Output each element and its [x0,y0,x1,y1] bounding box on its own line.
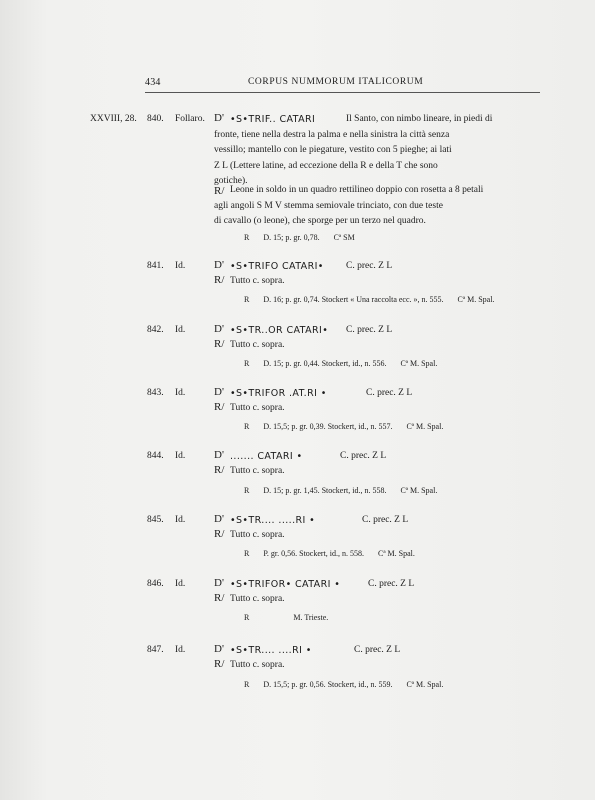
entry-845-reverse-text: Tutto c. sopra. [230,530,285,540]
entry-843-specs [244,421,443,432]
collection: Cª SM [333,233,355,242]
dimensions: D. 15; p. gr. 0,44. Stockert, id., n. 556. [263,359,387,368]
entry-840-desc-line-3: vessillo; mantello con le piegature, vestito con 5 pieghe; ai lati [214,145,452,155]
collection: Cª M. Spal. [400,359,438,368]
entry-842-reverse-text: Tutto c. sopra. [230,340,285,350]
dimensions: D. 15; p. gr. 1,45. Stockert, id., n. 558. [263,486,387,495]
dimensions: D. 15,5; p. gr. 0,39. Stockert, id., n. 557. [263,422,393,431]
entry-847-obverse-legend: •S•TR.... ....RI • [230,645,312,656]
entry-840-specs [244,232,355,243]
collection: Cª M. Spal. [406,422,444,431]
metal-label: R [244,233,250,242]
entry-841-obverse-tail: C. prec. Z L [346,261,393,271]
entry-844-type: Id. [175,451,186,461]
entry-840-number: 840. [147,114,164,124]
entry-846-number: 846. [147,579,164,589]
entry-846-obverse-legend: •S•TRIFOR• CATARI • [230,579,341,590]
entry-846-type: Id. [175,579,186,589]
entry-843-type: Id. [175,388,186,398]
entry-842-reverse-symbol: R/ [214,338,225,350]
metal-label: R [244,359,250,368]
entry-840-desc-line-2: fronte, tiene nella destra la palma e nella sinistra la città senza [214,129,450,140]
entry-840-reverse-symbol: R/ [214,185,225,197]
entry-840-plate: XXVIII, 28. [90,114,137,124]
entry-847-type: Id. [175,645,186,655]
entry-844-reverse-symbol: R/ [214,464,225,476]
entry-845-reverse-symbol: R/ [214,528,225,540]
entry-840-rev-line-1: Leone in soldo in un quadro rettilineo doppio con rosetta a 8 petali [230,185,484,195]
entry-843-reverse-symbol: R/ [214,401,225,413]
entry-845-type: Id. [175,515,186,525]
entry-844-number: 844. [147,451,164,461]
entry-840-reverse-description [214,183,484,230]
metal-label: R [244,549,250,558]
entry-846-obverse-tail: C. prec. Z L [368,579,415,589]
entry-841-type: Id. [175,261,186,271]
entry-844-reverse-text: Tutto c. sopra. [230,466,285,476]
entry-847-number: 847. [147,645,164,655]
entry-841-specs [244,294,494,305]
entry-846-obverse-symbol: D' [214,577,224,589]
metal-label: R [244,295,250,304]
collection: M. Trieste. [293,613,329,622]
entry-840-obverse-description [214,112,492,190]
entry-840-desc-line-4: Z L (Lettere latine, ad eccezione della R e della T che sono [214,160,438,171]
entry-843-reverse-text: Tutto c. sopra. [230,403,285,413]
entry-844-specs [244,485,437,496]
dimensions: D. 15,5; p. gr. 0,56. Stockert, id., n. 559. [263,680,393,689]
entry-842-number: 842. [147,325,164,335]
entry-847-obverse-tail: C. prec. Z L [354,645,401,655]
entry-843-number: 843. [147,388,164,398]
entry-843-obverse-tail: C. prec. Z L [366,388,413,398]
entry-845-obverse-tail: C. prec. Z L [362,515,409,525]
entry-841-number: 841. [147,261,164,271]
entry-846-specs [244,612,328,623]
entry-841-obverse-legend: •S•TRIFO CATARI• [230,261,324,272]
entry-843-obverse-symbol: D' [214,386,224,398]
entry-846-reverse-text: Tutto c. sopra. [230,594,285,604]
entry-847-obverse-symbol: D' [214,643,224,655]
collection: Cª M. Spal. [406,680,444,689]
entry-845-obverse-legend: •S•TR.... .....RI • [230,515,316,526]
entry-847-reverse-text: Tutto c. sopra. [230,660,285,670]
entry-842-type: Id. [175,325,186,335]
entry-840-rev-line-3: di cavallo (o leone), che sporge per un terzo nel quadro. [214,216,426,226]
entry-840-obverse-legend: •S•TRIF.. CATARI [230,114,316,125]
entry-844-obverse-tail: C. prec. Z L [340,451,387,461]
entry-845-obverse-symbol: D' [214,513,224,525]
entry-841-obverse-symbol: D' [214,259,224,271]
entry-847-reverse-symbol: R/ [214,658,225,670]
entry-842-obverse-symbol: D' [214,323,224,335]
dimensions: P. gr. 0,56. Stockert, id., n. 558. [263,549,365,558]
entry-842-specs [244,358,437,369]
entry-840-obverse-symbol: D' [214,112,224,124]
entry-842-obverse-legend: •S•TR..OR CATARI• [230,325,329,336]
entry-844-obverse-symbol: D' [214,449,224,461]
entry-840-desc-line-5: gotiche). [214,176,248,186]
collection: Cª M. Spal. [400,486,438,495]
entry-843-obverse-legend: •S•TRIFOR .AT.RI • [230,388,327,399]
dimensions: D. 16; p. gr. 0,74. Stockert « Una raccolta ecc. », n. 555. [263,295,444,304]
entry-844-obverse-legend: ....... CATARI • [230,451,303,462]
entry-841-reverse-symbol: R/ [214,274,225,286]
entry-845-specs [244,548,415,559]
entry-845-number: 845. [147,515,164,525]
metal-label: R [244,422,250,431]
dimensions: D. 15; p. gr. 0,78. [263,233,320,242]
metal-label: R [244,613,250,622]
entry-842-obverse-tail: C. prec. Z L [346,325,393,335]
running-title: CORPUS NUMMORUM ITALICORUM [248,77,424,87]
collection: Cª M. Spal. [378,549,415,558]
page-number: 434 [145,77,161,88]
entry-841-reverse-text: Tutto c. sopra. [230,276,285,286]
entry-840-type: Follaro. [175,114,205,124]
collection: Cª M. Spal. [457,295,495,304]
entry-840-desc-line-1: Il Santo, con nimbo lineare, in piedi di [346,114,493,124]
entry-847-specs [244,679,443,690]
entry-846-reverse-symbol: R/ [214,592,225,604]
metal-label: R [244,486,250,495]
header-rule [145,92,540,93]
entry-840-rev-line-2: agli angoli S M V stemma semiovale trinciato, con due teste [214,200,443,211]
metal-label: R [244,680,250,689]
